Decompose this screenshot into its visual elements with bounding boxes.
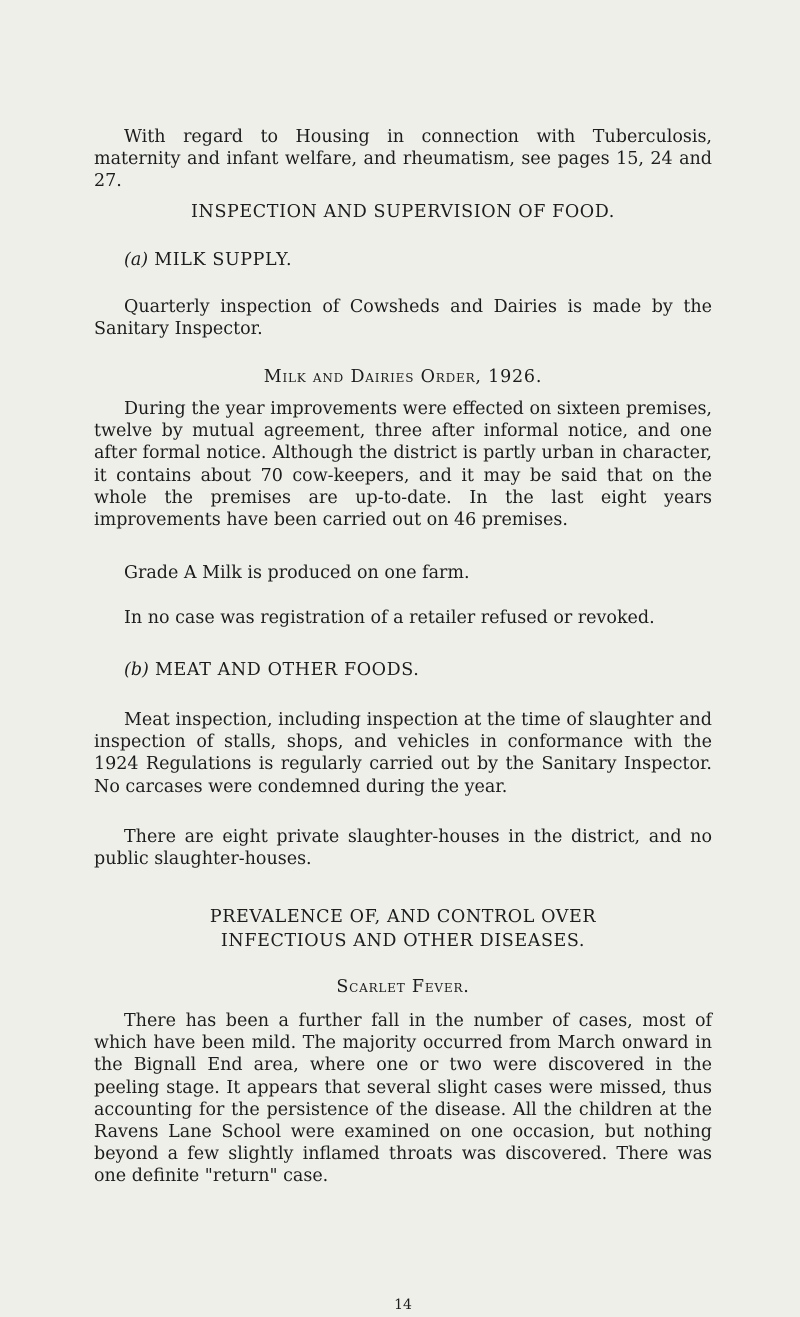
registration-paragraph: In no case was registration of a retailer refused or revoked. [124, 608, 655, 628]
meat-inspection-paragraph: Meat inspection, including inspection at the time of slaughter and inspection of stalls, shops, and vehicles in conformance with the 1924 Regulations is regularly carried out by the Sanitary Inspector. No carcases were condemned during the year. [94, 710, 712, 797]
scarlet-fever-paragraph: There has been a further fall in the number of cases, most of which have been mild. The majority occurred from March onward in the Bignall End area, where one or two were discovered in the peeling stage. It appears that several slight cases were missed, thus accounting for the persistence of the disease. All the children at the Ravens Lane School were examined on one occasion, but nothing beyond a few slightly inflamed throats was discovered. There was one definite "return" case. [94, 1011, 712, 1187]
scarlet-fever-heading: Scarlet Fever. [336, 977, 470, 997]
milk-supply-label: (a) [124, 250, 149, 270]
meat-foods-heading [124, 659, 419, 681]
diseases-heading-line2: INFECTIOUS AND OTHER DISEASES. [220, 931, 586, 951]
diseases-heading-line1: PREVALENCE OF, AND CONTROL OVER [209, 907, 597, 927]
food-section-heading: INSPECTION AND SUPERVISION OF FOOD. [191, 202, 615, 222]
milk-supply-heading [124, 249, 292, 271]
slaughterhouses-paragraph: There are eight private slaughter-houses in the district, and no public slaughter-houses. [94, 827, 712, 870]
grade-a-paragraph: Grade A Milk is produced on one farm. [124, 563, 470, 583]
milk-inspection-paragraph: Quarterly inspection of Cowsheds and Dairies is made by the Sanitary Inspector. [94, 297, 712, 340]
improvements-paragraph: During the year improvements were effected on sixteen premises, twelve by mutual agreement, three after informal notice, and one after formal notice. Although the district is partly urban in character, it contains about 70 cow-keepers, and it may be said that on the whole the premises are up-to-date. In the last eight years improvements have been carried out on 46 premises. [94, 399, 712, 531]
meat-foods-label: (b) [124, 660, 149, 680]
meat-foods-title: MEAT AND OTHER FOODS. [155, 660, 420, 680]
page-number: 14 [394, 1297, 412, 1313]
intro-paragraph: With regard to Housing in connection with Tuberculosis, maternity and infant welfare, and rheumatism, see pages 15, 24 and 27. [94, 127, 712, 192]
milk-supply-title: MILK SUPPLY. [154, 250, 293, 270]
milk-order-heading: Milk and Dairies Order, 1926. [263, 367, 543, 387]
